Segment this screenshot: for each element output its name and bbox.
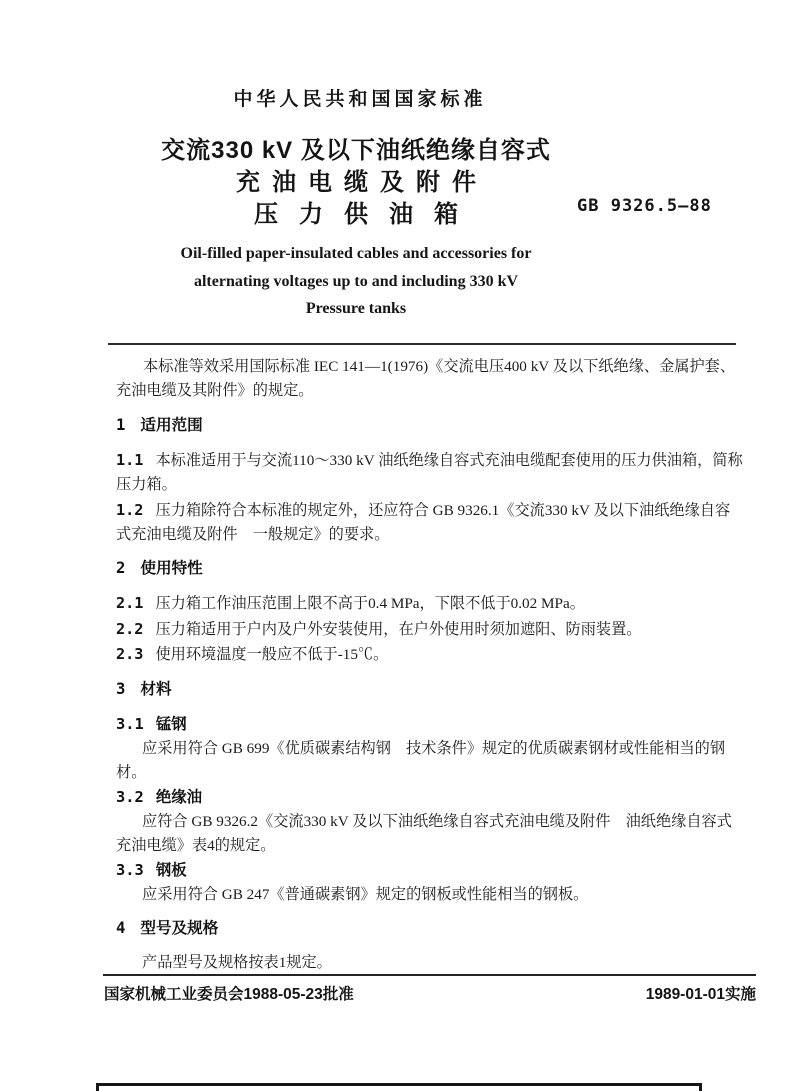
clause-2-2-text: 压力箱适用于户内及户外安装使用，在户外使用时须加遮阳、防雨装置。 — [155, 620, 642, 638]
subsection-3-3-heading — [116, 858, 745, 883]
footer-approval: 国家机械工业委员会1988-05-23批准 — [104, 986, 354, 1003]
title-english — [0, 240, 712, 323]
title-en-line3: Pressure tanks — [305, 300, 407, 317]
clause-1-1-number: 1.1 — [116, 450, 144, 469]
title-en-line2: alternating voltages up to and including 330 kV — [193, 272, 519, 290]
clause-2-3-number: 2.3 — [116, 645, 144, 664]
subsection-3-1-heading — [116, 712, 745, 737]
subsection-3-2-heading — [116, 785, 745, 810]
title-zh-line2: 充油电缆及附件 — [236, 169, 488, 196]
section-1-heading — [116, 413, 745, 438]
next-page-frame-partial — [96, 1083, 702, 1091]
footer-divider-rule — [103, 974, 756, 976]
section-2-title: 使用特性 — [140, 560, 203, 578]
section-1-title: 适用范围 — [140, 416, 203, 434]
subsection-3-2-title: 绝缘油 — [155, 788, 202, 806]
subsection-3-3-text: 应采用符合 GB 247《普通碳素钢》规定的钢板或性能相当的钢板。 — [142, 885, 589, 903]
title-zh-line3: 压力供油箱 — [254, 201, 479, 228]
header-divider-rule — [108, 343, 736, 345]
section-3-number: 3 — [116, 679, 126, 698]
subsection-3-3-number: 3.3 — [116, 860, 144, 879]
document-body — [116, 350, 745, 975]
clause-2-3 — [116, 642, 745, 667]
subsection-3-2-text: 应符合 GB 9326.2《交流330 kV 及以下油纸绝缘自容式充油电缆及附件 油纸绝缘自容式充油电缆》表4的规定。 — [116, 812, 732, 854]
masthead-national-standard: 中华人民共和国国家标准 — [233, 89, 487, 110]
subsection-3-1-text: 应采用符合 GB 699《优质碳素结构钢 技术条件》规定的优质碳素钢材或性能相当的钢材。 — [116, 739, 726, 781]
subsection-3-2-number: 3.2 — [116, 787, 144, 806]
section-3-heading — [116, 677, 745, 702]
footer-implementation: 1989-01-01实施 — [645, 986, 756, 1003]
clause-2-1 — [116, 591, 745, 616]
subsection-3-1-number: 3.1 — [116, 714, 144, 733]
clause-1-2-text: 压力箱除符合本标准的规定外，还应符合 GB 9326.1《交流330 kV 及以下油纸绝缘自容式充油电缆及附件 一般规定》的要求。 — [116, 501, 731, 544]
clause-2-2 — [116, 617, 745, 642]
section-4-number: 4 — [116, 918, 126, 937]
subsection-3-1-title: 锰钢 — [155, 715, 187, 733]
section-4-heading — [116, 916, 745, 941]
clause-1-1 — [116, 448, 745, 498]
intro-paragraph: 本标准等效采用国际标准 IEC 141—1(1976)《交流电压400 kV 及以下纸绝缘、金属护套、充油电缆及其附件》的规定。 — [116, 358, 736, 400]
subsection-3-3-title: 钢板 — [155, 861, 187, 879]
title-en-line1: Oil-filled paper-insulated cables and accessories for — [180, 245, 532, 262]
standard-number: GB 9326.5—88 — [577, 196, 712, 216]
section-1-number: 1 — [116, 415, 126, 434]
clause-1-2 — [116, 498, 745, 548]
clause-2-3-text: 使用环境温度一般应不低于-15℃。 — [155, 646, 389, 664]
title-chinese — [0, 134, 712, 231]
section-4-title: 型号及规格 — [140, 919, 219, 937]
title-zh-line1: 交流330 kV 及以下油纸绝缘自容式 — [161, 137, 551, 164]
clause-1-1-text: 本标准适用于与交流110～330 kV 油纸绝缘自容式充油电缆配套使用的压力供油箱，简称压力箱。 — [116, 451, 743, 494]
section-3-title: 材料 — [140, 680, 172, 698]
clause-2-1-number: 2.1 — [116, 594, 144, 613]
section-4-text: 产品型号及规格按表1规定。 — [142, 953, 332, 971]
clause-2-1-text: 压力箱工作油压范围上限不高于0.4 MPa，下限不低于0.02 MPa。 — [155, 595, 585, 613]
section-2-heading — [116, 556, 745, 581]
clause-1-2-number: 1.2 — [116, 500, 144, 519]
clause-2-2-number: 2.2 — [116, 619, 144, 638]
section-2-number: 2 — [116, 559, 126, 578]
